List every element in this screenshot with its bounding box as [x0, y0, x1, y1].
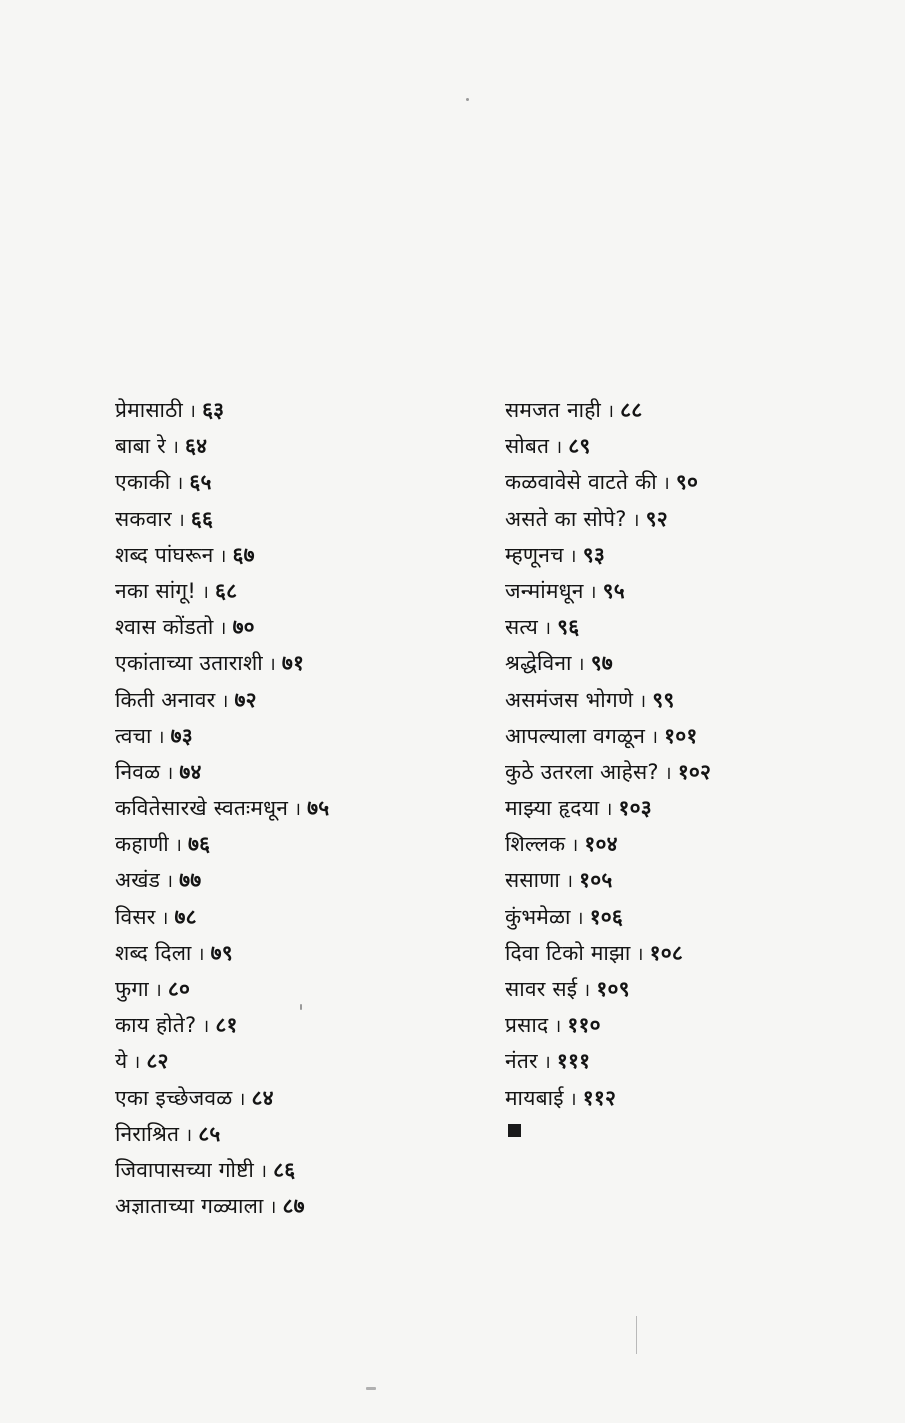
- toc-entry-separator: ।: [605, 799, 613, 821]
- toc-entry-title: सकवार: [115, 506, 172, 531]
- toc-entry-title: एकांताच्या उताराशी: [115, 651, 263, 676]
- toc-entry-separator: ।: [543, 1052, 551, 1074]
- toc-entry: [505, 901, 885, 937]
- toc-entry-separator: ।: [133, 1052, 141, 1074]
- toc-entry: [505, 430, 885, 466]
- toc-entry-title: शिल्लक: [505, 832, 566, 857]
- toc-entry-page-number: ६३: [202, 398, 225, 422]
- toc-entry-page-number: १०३: [618, 796, 652, 821]
- toc-entry-page-number: १०५: [579, 868, 613, 893]
- toc-entry-title: प्रसाद: [505, 1013, 549, 1038]
- toc-entry: [115, 1082, 455, 1118]
- toc-entry-separator: ।: [185, 1124, 193, 1146]
- toc-entry: [115, 828, 455, 864]
- toc-entry-title: श्रद्धेविना: [505, 651, 572, 676]
- toc-entry-page-number: ९९: [652, 687, 675, 712]
- toc-entry-page-number: ६८: [215, 578, 238, 603]
- toc-entry-separator: ।: [571, 835, 579, 857]
- toc-entry-page-number: ८०: [167, 977, 191, 1001]
- toc-entry-title: त्वचा: [115, 723, 152, 748]
- toc-entry-page-number: ९२: [645, 506, 668, 531]
- toc-entry: [505, 1009, 885, 1045]
- toc-entry: [115, 1154, 455, 1190]
- toc-entry-separator: ।: [238, 1088, 246, 1110]
- toc-entry-page-number: १११: [556, 1049, 591, 1074]
- toc-entry-title: विसर: [115, 904, 156, 929]
- toc-entry-page-number: १०२: [677, 759, 712, 784]
- toc-entry-page-number: ७७: [179, 868, 202, 893]
- toc-entry-page-number: ७५: [307, 796, 330, 821]
- toc-entry-title: कवितेसारखे स्वतःमधून: [115, 796, 289, 821]
- toc-entry-separator: ।: [201, 581, 210, 603]
- toc-entry-separator: ।: [662, 473, 670, 495]
- toc-entry: [115, 539, 455, 575]
- toc-entry-separator: ।: [269, 1197, 277, 1219]
- toc-entry-separator: ।: [202, 1016, 210, 1038]
- toc-entry-title: नंतर: [505, 1049, 538, 1074]
- toc-entry-separator: ।: [554, 1016, 562, 1038]
- toc-entry-title: बाबा रे: [115, 434, 166, 459]
- toc-entry: [115, 973, 455, 1009]
- toc-entry-page-number: ११०: [567, 1013, 601, 1038]
- toc-entry-separator: ।: [583, 980, 591, 1001]
- toc-entry-page-number: ८१: [215, 1013, 238, 1038]
- toc-entry-title: समजत नाही: [505, 398, 602, 422]
- toc-entry: [505, 539, 885, 575]
- toc-entry-title: काय होते?: [115, 1013, 197, 1038]
- toc-entry-title: ससाणा: [505, 868, 561, 893]
- toc-entry: [505, 611, 885, 647]
- toc-entry-separator: ।: [651, 726, 659, 748]
- toc-entry-separator: ।: [544, 618, 552, 640]
- paper-speck: [636, 1316, 637, 1354]
- toc-entry: [505, 647, 885, 683]
- toc-entry: [115, 575, 455, 611]
- end-of-list-mark: [508, 1124, 521, 1137]
- toc-entry-title: अज्ञाताच्या गळ्याला: [115, 1194, 264, 1219]
- toc-entry-title: श्वास कोंडतो: [115, 615, 214, 640]
- paper-speck: [366, 1387, 376, 1390]
- toc-entry-title: कुंभमेळा: [505, 904, 571, 929]
- toc-entry: [505, 720, 885, 756]
- toc-entry: [505, 792, 885, 828]
- toc-entry-page-number: ७९: [210, 940, 233, 965]
- toc-entry-page-number: १०४: [584, 832, 618, 857]
- toc-entry-page-number: ९३: [582, 542, 605, 567]
- toc-entry: [505, 684, 885, 720]
- toc-entry-title: सावर सई: [505, 977, 578, 1001]
- toc-entry: [505, 864, 885, 900]
- toc-entry-title: फुगा: [115, 977, 149, 1001]
- toc-entry-title: म्हणूनच: [505, 542, 564, 567]
- toc-entry-title: अखंड: [115, 868, 161, 893]
- toc-entry-page-number: १०९: [596, 977, 630, 1001]
- toc-entry: [115, 901, 455, 937]
- toc-entry-separator: ।: [569, 545, 577, 567]
- toc-entry-title: जन्मांमधून: [505, 578, 584, 603]
- toc-entry-separator: ।: [636, 943, 644, 965]
- toc-entry-title: शब्द पांघरून: [115, 542, 214, 567]
- toc-entry: [115, 647, 455, 683]
- toc-entry-title: प्रेमासाठी: [115, 398, 184, 422]
- toc-entry-separator: ।: [576, 907, 584, 929]
- toc-entry-separator: ।: [664, 762, 672, 784]
- paper-speck: [466, 98, 469, 101]
- toc-entry-separator: ।: [219, 545, 227, 567]
- toc-entry: [505, 828, 885, 864]
- toc-entry: [505, 1082, 885, 1118]
- toc-entry-separator: ।: [221, 690, 229, 712]
- toc-entry-page-number: ७०: [232, 615, 255, 640]
- toc-entry-page-number: ७४: [179, 759, 202, 784]
- toc-entry-title: एका इच्छेजवळ: [115, 1085, 233, 1110]
- toc-entry-separator: ।: [219, 618, 227, 640]
- toc-entry: [115, 937, 455, 973]
- toc-entry-separator: ।: [607, 401, 615, 422]
- toc-entry-page-number: ९६: [557, 615, 580, 640]
- toc-entry-separator: ।: [566, 871, 574, 893]
- toc-entry-separator: ।: [171, 437, 179, 459]
- toc-entry-separator: ।: [197, 943, 205, 965]
- toc-entry-page-number: ७८: [174, 904, 197, 929]
- toc-entry-separator: ।: [589, 581, 597, 603]
- toc-entry-page-number: ९७: [590, 651, 613, 676]
- toc-entry: [115, 394, 455, 430]
- toc-entry-separator: ।: [177, 509, 185, 531]
- toc-entry: [115, 611, 455, 647]
- toc-entry: [115, 864, 455, 900]
- toc-entry-page-number: ८५: [198, 1121, 221, 1146]
- toc-entry-page-number: १०१: [664, 723, 698, 748]
- toc-entry: [505, 756, 885, 792]
- toc-entry: [115, 1190, 455, 1226]
- toc-entry-page-number: ९५: [602, 578, 625, 603]
- toc-entry-title: निराश्रित: [115, 1121, 180, 1146]
- toc-entry-separator: ।: [260, 1160, 268, 1182]
- toc-entry-page-number: ८२: [146, 1049, 169, 1074]
- toc-entry: [115, 430, 455, 466]
- toc-entry-separator: ।: [154, 980, 162, 1001]
- toc-entry-page-number: ६४: [184, 434, 208, 459]
- toc-entry-title: असते का सोपे?: [505, 506, 627, 531]
- toc-entry: [505, 575, 885, 611]
- toc-entry-title: जिवापासच्या गोष्टी: [115, 1157, 255, 1182]
- toc-entry-separator: ।: [166, 871, 174, 893]
- toc-entry: [115, 1009, 455, 1045]
- toc-entry-page-number: ७६: [187, 832, 211, 857]
- toc-entry-separator: ।: [632, 509, 640, 531]
- toc-entry: [115, 503, 455, 539]
- toc-entry-separator: ।: [639, 690, 647, 712]
- toc-entry-separator: ।: [569, 1088, 577, 1110]
- toc-entry-title: एकाकी: [115, 470, 171, 495]
- toc-entry: [115, 720, 455, 756]
- toc-entry: [115, 1045, 455, 1081]
- toc-entry-page-number: ८६: [273, 1157, 296, 1182]
- toc-entry-page-number: ७२: [234, 687, 257, 712]
- toc-entry-title: कहाणी: [115, 832, 169, 857]
- toc-entry: [505, 503, 885, 539]
- toc-entry-title: दिवा टिको माझा: [505, 940, 631, 965]
- toc-entry-page-number: ७१: [281, 651, 305, 676]
- toc-entry-separator: ।: [294, 799, 302, 821]
- toc-entry-separator: ।: [161, 907, 169, 929]
- toc-entry-separator: ।: [555, 437, 563, 459]
- toc-entry-page-number: ८७: [282, 1194, 305, 1219]
- toc-entry-title: सत्य: [505, 615, 539, 640]
- toc-entry-title: असमंजस भोगणे: [505, 687, 634, 712]
- toc-entry-title: नका सांगू!: [115, 578, 196, 603]
- toc-left-column: [115, 394, 455, 1226]
- toc-entry-page-number: ११२: [582, 1085, 617, 1110]
- toc-entry-page-number: १०६: [589, 904, 624, 929]
- toc-right-column: [505, 394, 885, 1118]
- toc-entry-page-number: ८९: [568, 434, 591, 459]
- toc-entry-title: कुठे उतरला आहेस?: [505, 759, 659, 784]
- toc-entry-title: ये: [115, 1049, 128, 1074]
- toc-entry-separator: ।: [176, 473, 184, 495]
- toc-entry-page-number: ८४: [251, 1085, 274, 1110]
- toc-entry-page-number: ९०: [675, 470, 699, 495]
- toc-entry: [115, 792, 455, 828]
- toc-entry-page-number: ६७: [232, 542, 255, 567]
- toc-entry-title: आपल्याला वगळून: [505, 723, 646, 748]
- toc-entry-separator: ।: [268, 654, 276, 676]
- toc-entry-title: माझ्या हृदया: [505, 796, 600, 821]
- toc-entry-separator: ।: [174, 835, 182, 857]
- toc-entry-separator: ।: [577, 654, 585, 676]
- toc-entry-page-number: ७३: [170, 723, 193, 748]
- toc-entry-page-number: १०८: [649, 940, 683, 965]
- toc-entry: [115, 1118, 455, 1154]
- toc-entry: [505, 937, 885, 973]
- toc-entry-title: किती अनावर: [115, 687, 216, 712]
- toc-entry-separator: ।: [166, 762, 174, 784]
- toc-entry: [115, 466, 455, 502]
- paper-speck: [300, 1004, 302, 1010]
- toc-entry-page-number: ६६: [190, 506, 214, 531]
- toc-entry: [505, 466, 885, 502]
- toc-entry-title: निवळ: [115, 759, 161, 784]
- toc-entry: [115, 756, 455, 792]
- toc-entry-title: सोबत: [505, 434, 550, 459]
- toc-entry: [115, 684, 455, 720]
- toc-entry: [505, 973, 885, 1009]
- toc-entry-separator: ।: [157, 726, 165, 748]
- toc-entry: [505, 394, 885, 430]
- toc-entry-page-number: ६५: [189, 470, 212, 495]
- toc-entry-separator: ।: [189, 401, 197, 422]
- toc-entry-title: मायबाई: [505, 1085, 564, 1110]
- toc-entry-page-number: ८८: [620, 398, 643, 422]
- toc-entry-title: कळवावेसे वाटते की: [505, 470, 657, 495]
- toc-entry-title: शब्द दिला: [115, 940, 192, 965]
- toc-entry: [505, 1045, 885, 1081]
